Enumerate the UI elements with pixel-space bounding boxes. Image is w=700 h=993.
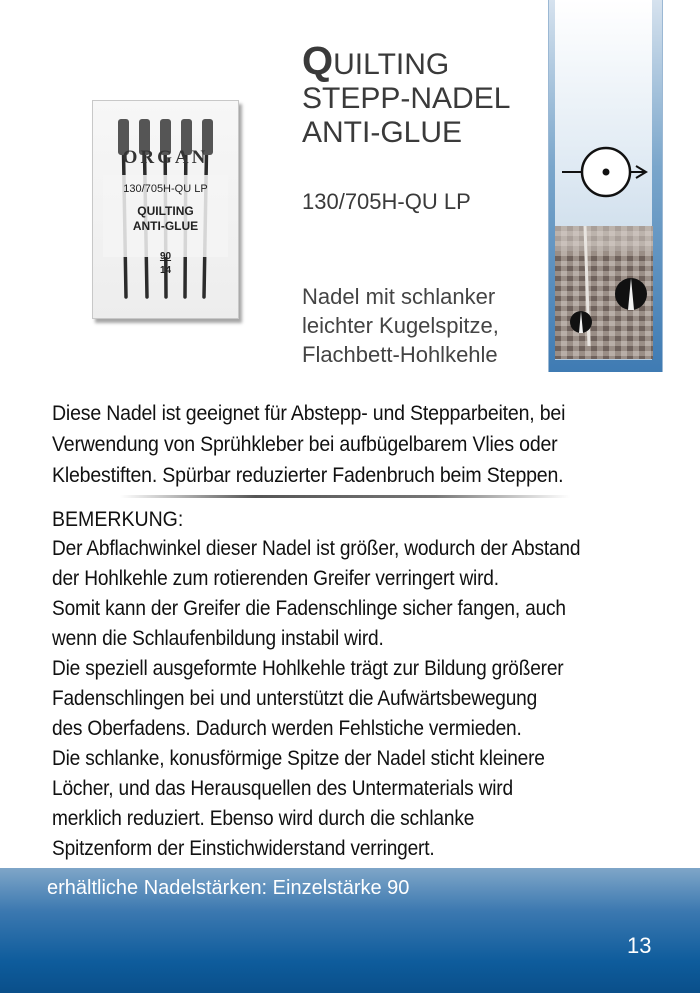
remark-line: Löcher, und das Herausquellen des Untermaterials wird (52, 777, 513, 800)
remark-line: Der Abflachwinkel dieser Nadel ist größer, wodurch der Abstand (52, 537, 581, 560)
package-line-2: ANTI-GLUE (132, 219, 199, 233)
remark-line: des Oberfadens. Dadurch werden Fehlstiche vermieden. (52, 717, 522, 740)
section-divider (120, 495, 570, 498)
needle-code: 130/705H-QU LP (302, 189, 471, 214)
package-size-singer: 14 (159, 265, 172, 276)
remark-line: wenn die Schlaufenbildung instabil wird. (52, 627, 384, 650)
short-description (302, 282, 499, 369)
intro-line: Klebestiften. Spürbar reduzierter Fadenbruch beim Steppen. (52, 464, 564, 487)
short-description-line: Flachbett-Hohlkehle (302, 342, 498, 367)
remark-line: Spitzenform der Einstichwiderstand verringert. (52, 837, 435, 860)
intro-paragraph (52, 398, 629, 491)
title-line-1: UILTING (333, 48, 450, 81)
intro-line: Verwendung von Sprühkleber bei aufbügelbarem Vlies oder (52, 433, 558, 456)
page-title (302, 39, 542, 150)
package-brand: ORGAN (122, 147, 209, 168)
package-line-1: QUILTING (137, 204, 194, 218)
remark-line: Somit kann der Greifer die Fadenschlinge sicher fangen, auch (52, 597, 566, 620)
short-description-line: leichter Kugelspitze, (302, 313, 499, 338)
needle-package-image (92, 100, 239, 319)
remark-line: Die schlanke, konusförmige Spitze der Nadel sticht kleinere (52, 747, 545, 770)
package-size-metric: 90 (159, 251, 172, 262)
remark-line: merklich reduziert. Ebenso wird durch die schlanke (52, 807, 475, 830)
title-line-3: ANTI-GLUE (302, 116, 463, 149)
short-description-line: Nadel mit schlanker (302, 284, 496, 309)
available-sizes: erhältliche Nadelstärken: Einzelstärke 90 (47, 877, 410, 899)
title-initial: Q (302, 39, 334, 83)
remark-line: der Hohlkehle zum rotierenden Greifer verringert wird. (52, 567, 499, 590)
page-number: 13 (627, 933, 652, 958)
remark-line: Die speziell ausgeformte Hohlkehle trägt zur Bildung größerer (52, 657, 564, 680)
needle-point-symbol-icon (560, 138, 652, 206)
fabric-closeup-image (555, 226, 653, 359)
remark-line: Fadenschlingen bei und unterstützt die Aufwärtsbewegung (52, 687, 538, 710)
remark-heading: BEMERKUNG: (52, 508, 184, 531)
package-code: 130/705H-QU LP (123, 183, 208, 195)
remark-paragraph (52, 534, 653, 864)
intro-line: Diese Nadel ist geeignet für Abstepp- und Stepparbeiten, bei (52, 402, 566, 425)
title-line-2: STEPP-NADEL (302, 82, 511, 115)
